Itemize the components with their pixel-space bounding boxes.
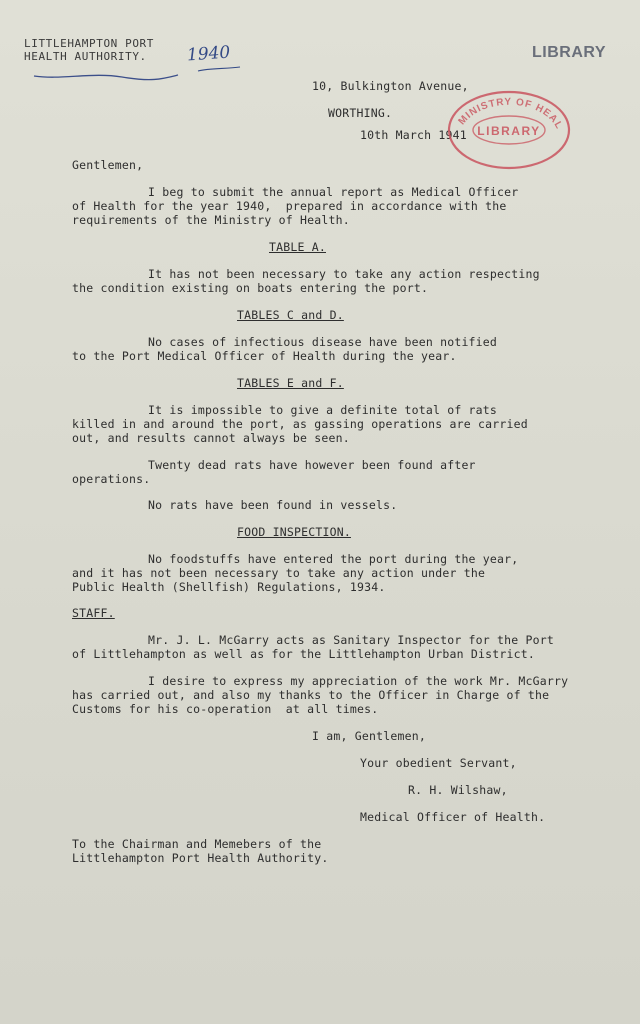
addressee-line: To the Chairman and Memebers of the: [72, 837, 322, 851]
body-line: and it has not been necessary to take any action under the: [72, 566, 486, 580]
body-line: operations.: [72, 472, 151, 486]
addressee-line: Littlehampton Port Health Authority.: [72, 851, 329, 865]
address-street: 10, Bulkington Avenue,: [312, 79, 469, 93]
authority-name-line1: LITTLEHAMPTON PORT: [24, 37, 155, 50]
closing-valediction: Your obedient Servant,: [360, 756, 517, 770]
body-line: No cases of infectious disease have been notified: [148, 335, 498, 349]
intro-line: of Health for the year 1940, prepared in accordance with the: [72, 199, 507, 213]
intro-line: I beg to submit the annual report as Medical Officer: [148, 185, 519, 199]
intro-line: requirements of the Ministry of Health.: [72, 213, 350, 227]
library-label: LIBRARY: [532, 44, 607, 61]
stamp-center-text: LIBRARY: [477, 124, 541, 138]
section-heading-food-inspection: FOOD INSPECTION.: [237, 525, 351, 539]
closing-greeting: I am, Gentlemen,: [312, 729, 426, 743]
body-line: It is impossible to give a definite total of rats: [148, 403, 498, 417]
body-line: Mr. J. L. McGarry acts as Sanitary Inspector for the Port: [148, 633, 555, 647]
signatory-name: R. H. Wilshaw,: [408, 783, 508, 797]
body-line: Customs for his co-operation at all times.: [72, 702, 379, 716]
body-line: the condition existing on boats entering the port.: [72, 281, 429, 295]
body-line: I desire to express my appreciation of the work Mr. McGarry: [148, 674, 569, 688]
handwritten-underline-icon: [196, 66, 242, 74]
section-heading-staff: STAFF.: [72, 606, 115, 620]
body-line: Twenty dead rats have however been found after: [148, 458, 476, 472]
signatory-title: Medical Officer of Health.: [360, 810, 546, 824]
body-line: to the Port Medical Officer of Health during the year.: [72, 349, 457, 363]
stamp-arc-text: MINISTRY OF HEAL: [456, 96, 565, 131]
section-heading-table-a: TABLE A.: [269, 240, 326, 254]
letter-date: 10th March 1941: [360, 128, 467, 142]
address-town: WORTHING.: [328, 106, 393, 120]
body-line: killed in and around the port, as gassing operations are carried: [72, 417, 528, 431]
section-heading-tables-cd: TABLES C and D.: [237, 308, 344, 322]
section-heading-tables-ef: TABLES E and F.: [237, 376, 344, 390]
stamp-oval-icon: [446, 88, 572, 170]
body-line: has carried out, and also my thanks to the Officer in Charge of the: [72, 688, 550, 702]
body-line: of Littlehampton as well as for the Littlehampton Urban District.: [72, 647, 536, 661]
handwritten-year: 1940: [186, 42, 231, 66]
library-stamp: [446, 88, 572, 170]
body-line: No foodstuffs have entered the port during the year,: [148, 552, 519, 566]
body-line: No rats have been found in vessels.: [148, 498, 398, 512]
body-line: out, and results cannot always be seen.: [72, 431, 350, 445]
body-line: Public Health (Shellfish) Regulations, 1934.: [72, 580, 386, 594]
salutation: Gentlemen,: [72, 158, 144, 172]
body-line: It has not been necessary to take any action respecting: [148, 267, 540, 281]
authority-name-line2: HEALTH AUTHORITY.: [24, 50, 147, 63]
pencil-underline-icon: [32, 70, 182, 84]
